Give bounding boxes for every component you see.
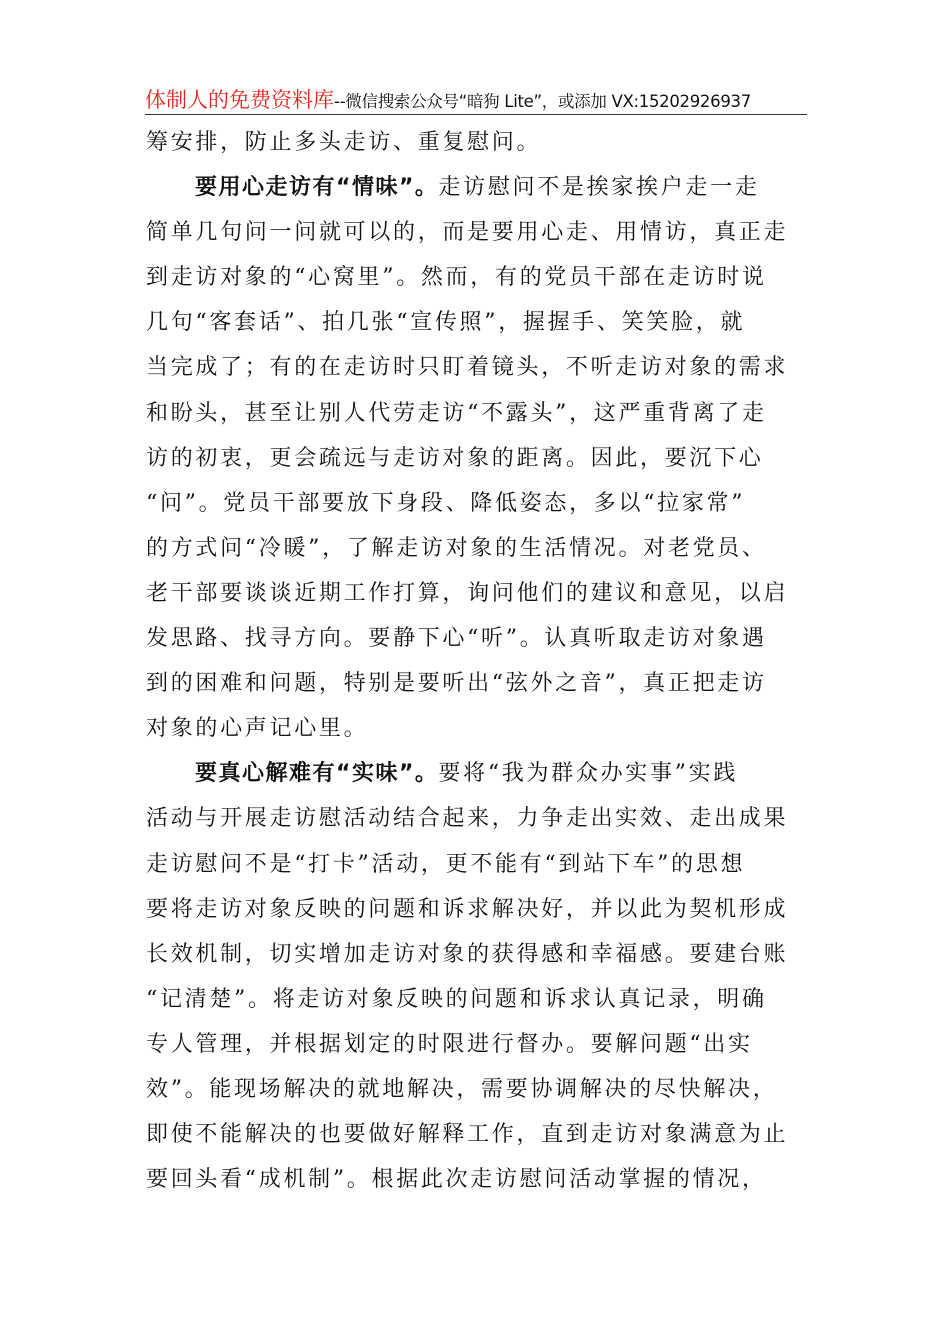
body-text-run: 走访慰问不是挨家挨户走一走 (438, 175, 760, 201)
body-line: 简单几句问一问就可以的，而是要用心走、用情访，真正走 (146, 220, 789, 246)
body-line: 对象的心声记心里。 (146, 716, 369, 742)
body-line: 发思路、找寻方向。要静下心“听”。认真听取走访对象遇 (146, 626, 767, 652)
body-line: 和盼头，甚至让别人代劳走访“不露头”，这严重背离了走 (146, 400, 767, 426)
body-line: 老干部要谈谈近期工作打算，询问他们的建议和意见，以启 (146, 580, 789, 606)
body-line: 几句“客套话”、拍几张“宣传照”，握握手、笑笑脸，就 (146, 310, 746, 336)
body-line: 访的初衷，更会疏远与走访对象的距离。因此，要沉下心 (146, 445, 764, 471)
paragraph-first-line (146, 751, 811, 796)
body-line: 当完成了；有的在走访时只盯着镜头，不听走访对象的需求 (146, 355, 789, 381)
body-line: 专人管理，并根据划定的时限进行督办。要解问题“出实 (146, 1031, 753, 1057)
body-line: “记清楚”。将走访对象反映的问题和诉求认真记录，明确 (146, 986, 767, 1012)
body-line: 筹安排，防止多头走访、重复慰问。 (146, 130, 542, 155)
body-line: 活动与开展走访慰活动结合起来，力争走出实效、走出成果 (146, 806, 789, 832)
body-text-run: 要将“我为群众办实事”实践 (438, 761, 739, 787)
body-line: 的方式问“冷暖”，了解走访对象的生活情况。对老党员、 (146, 535, 767, 561)
body-line: 到的困难和问题，特别是要听出“弦外之音”，真正把走访 (146, 671, 767, 697)
header-brand: 体制人的免费资料库 (145, 88, 334, 112)
body-line: 走访慰问不是“打卡”活动，更不能有“到站下车”的思想 (146, 851, 746, 877)
document-body (146, 120, 811, 1202)
body-line: 要将走访对象反映的问题和诉求解决好，并以此为契机形成 (146, 896, 789, 922)
body-line: 要回头看“成机制”。根据此次走访慰问活动掌握的情况， (146, 1167, 767, 1193)
paragraph-heading: 要用心走访有“情味”。 (195, 175, 439, 201)
body-line: 到走访对象的“心窝里”。然而，有的党员干部在走访时说 (146, 265, 767, 291)
body-line: 效”。能现场解决的就地解决，需要协调解决的尽快解决， (146, 1076, 778, 1102)
body-line: 长效机制，切实增加走访对象的获得感和幸福感。要建台账 (146, 941, 789, 967)
body-line: “问”。党员干部要放下身段、降低姿态，多以“拉家常” (146, 490, 746, 516)
paragraph-first-line (146, 165, 811, 210)
body-line: 即使不能解决的也要做好解释工作，直到走访对象满意为止 (146, 1122, 789, 1148)
header-contact-info: --微信搜索公众号“暗狗 Lite”，或添加 VX:15202926937 (334, 92, 751, 111)
paragraph-heading: 要真心解难有“实味”。 (195, 761, 439, 787)
page-header (145, 84, 807, 115)
